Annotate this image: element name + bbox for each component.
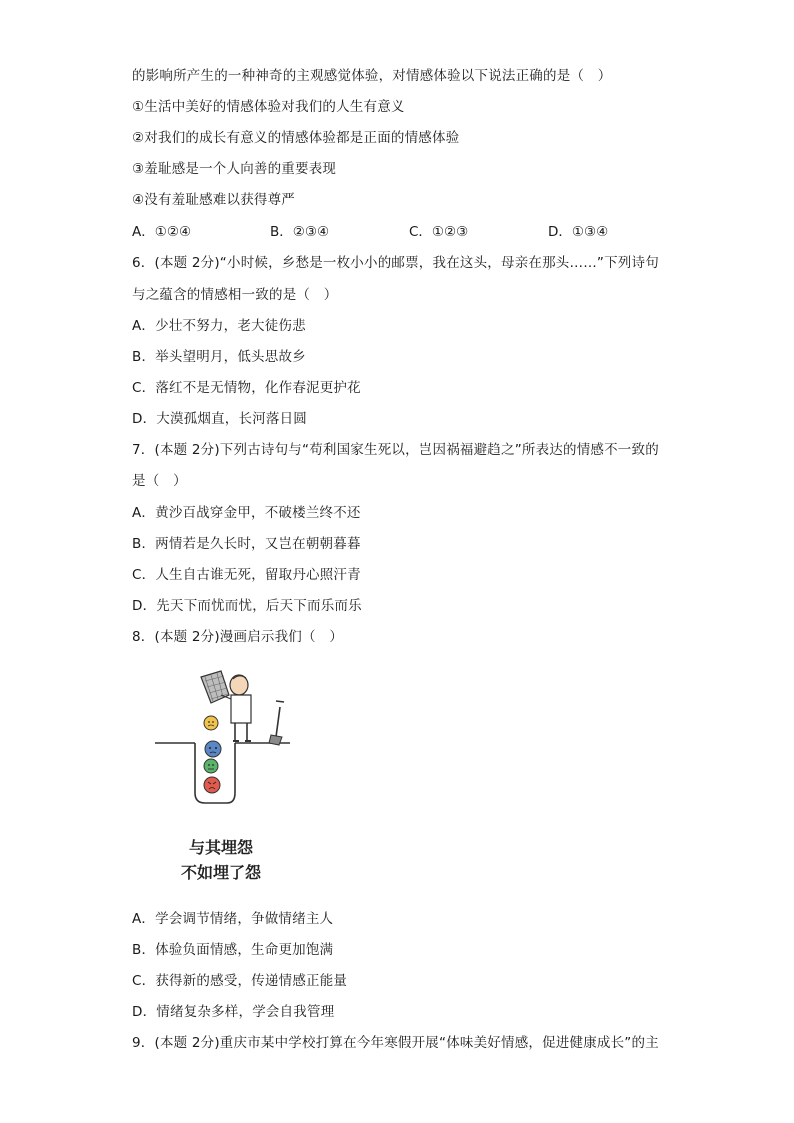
q5-option-b: B．②③④ (270, 224, 330, 240)
q7-stem-line-1: 7．(本题 2分)下列古诗句与“苟利国家生死以，岂因祸福避趋之”所表达的情感不一致的 (132, 442, 659, 458)
yellow-face-icon (204, 716, 218, 730)
q6-stem-line-1: 6．(本题 2分)“小时候，乡愁是一枚小小的邮票，我在这头，母亲在那头……”下列诗句 (132, 255, 659, 271)
q7-option-c: C．人生自古谁无死，留取丹心照汗青 (132, 567, 361, 583)
q5-option-d: D．①③④ (548, 224, 609, 240)
cartoon-caption-line-1: 与其埋怨 (189, 838, 254, 857)
q6-option-c: C．落红不是无情物，化作春泥更护花 (132, 380, 361, 396)
q7-option-d: D．先天下而忧而忧，后天下而乐而乐 (132, 598, 362, 614)
q7-stem-line-2: 是（ ） (132, 473, 187, 489)
q8-option-a: A．学会调节情绪，争做情绪主人 (132, 911, 334, 927)
q5-option-c: C．①②③ (409, 224, 469, 240)
q8-option-c: C．获得新的感受，传递情感正能量 (132, 973, 348, 989)
q6-option-a: A．少壮不努力，老大徒伤悲 (132, 318, 306, 334)
green-face-icon (204, 759, 218, 773)
q6-stem-line-2: 与之蕴含的情感相一致的是（ ） (132, 287, 338, 303)
q5-statement-2: ②对我们的成长有意义的情感体验都是正面的情感体验 (132, 130, 460, 146)
q8-option-d: D．情绪复杂多样，学会自我管理 (132, 1004, 335, 1020)
q6-option-d: D．大漠孤烟直，长河落日圆 (132, 411, 307, 427)
blue-face-icon (205, 741, 221, 757)
red-face-icon (204, 777, 220, 793)
waste-basket-icon (201, 671, 229, 703)
q5-statement-3: ③羞耻感是一个人向善的重要表现 (132, 161, 337, 177)
q9-stem-line-1: 9．(本题 2分)重庆市某中学校打算在今年寒假开展“体味美好情感，促进健康成长”的主 (132, 1035, 659, 1051)
q6-option-b: B．举头望明月，低头思故乡 (132, 349, 306, 365)
q5-stem-tail: 的影响所产生的一种神奇的主观感觉体验，对情感体验以下说法正确的是（ ） (132, 68, 612, 84)
q8-option-b: B．体验负面情感，生命更加饱满 (132, 942, 334, 958)
q5-statement-4: ④没有羞耻感难以获得尊严 (132, 192, 296, 208)
q7-option-a: A．黄沙百战穿金甲，不破楼兰终不还 (132, 505, 361, 521)
cartoon-illustration (155, 665, 305, 895)
q5-statement-1: ①生活中美好的情感体验对我们的人生有意义 (132, 99, 405, 115)
q7-option-b: B．两情若是久长时，又岂在朝朝暮暮 (132, 536, 361, 552)
shovel-icon (269, 701, 284, 745)
q8-stem: 8．(本题 2分)漫画启示我们（ ） (132, 629, 344, 645)
cartoon-caption-line-2: 不如埋了怨 (181, 863, 262, 882)
q5-option-a: A．①②④ (132, 224, 192, 240)
